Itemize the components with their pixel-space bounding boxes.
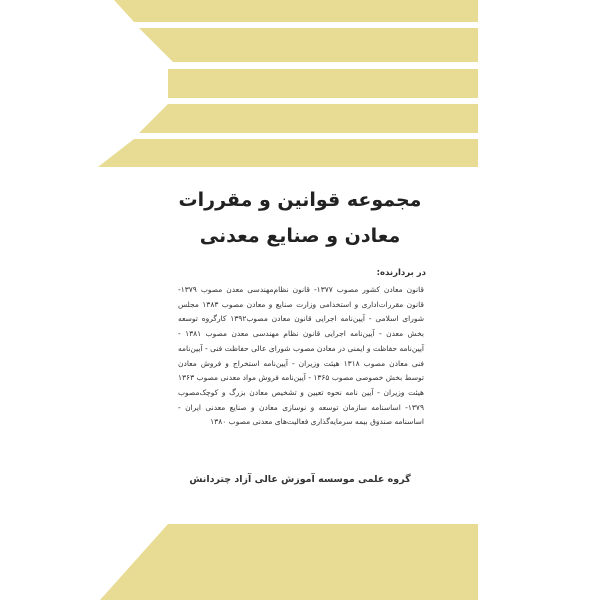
contents-label: در بردارنده: bbox=[376, 268, 426, 278]
book-title-line1: مجموعه قوانین و مقررات bbox=[178, 189, 422, 211]
publisher-name: گروه علمی موسسه آموزش عالی آزاد چتردانش bbox=[189, 474, 411, 485]
book-title-line2: معادن و صنایع معدنی bbox=[199, 225, 401, 247]
stripe bbox=[114, 0, 478, 22]
bottom-stripe bbox=[100, 524, 478, 600]
stripe bbox=[168, 69, 478, 98]
contents-description: قانون معادن کشور مصوب ۱۳۷۷- قانون نظام‌مهندسی معدن مصوب ۱۳۷۹- قانون مقررات‌اداری و استخدامی وزارت صنایع و معادن مصوب ۱۳۸۳ مجلس شورای اسلامی - آیین‌نامه اجرایی قانون معادن مصوب۱۳۹۲ کارگروه توسعه بخش معدن - آیین‌نامه اجرایی قانون نظام مهندسی معدن مصوب ۱۳۸۱ - آیین‌نامه حفاظت و ایمنی در معادن مصوب شورای عالی حفاظت فنی - آیین‌نامه فنی معادن مصوب ۱۳۱۸ هیئت وزیران - آیین‌نامه استخراج و فروش معادن توسط بخش خصوصی مصوب ۱۳۶۵ - آیین‌نامه فروش مواد معدنی مصوب ۱۳۶۳ هیئت وزیران - آیین نامه نحوه تعیین و تشخیص معادن بزرگ و کوچک‌مصوب ۱۳۷۹- اساسنامه سازمان توسعه و نوسازی معادن و صنایع معدنی ایران - اساسنامه صندوق بیمه سرمایه‌گذاری فعالیت‌های معدنی مصوب ۱۳۸۰ bbox=[178, 285, 425, 427]
top-chevron-stripes bbox=[98, 0, 478, 167]
stripe bbox=[139, 104, 478, 133]
stripe bbox=[139, 28, 478, 62]
stripe bbox=[98, 139, 478, 167]
